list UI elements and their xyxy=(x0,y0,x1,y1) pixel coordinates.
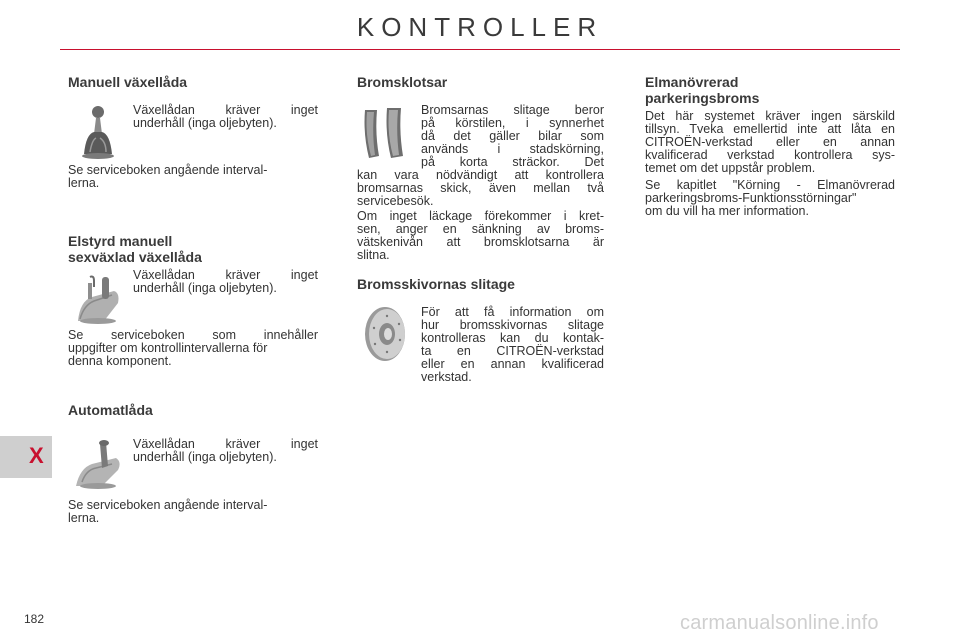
heading-parking-line2: parkeringsbroms xyxy=(645,90,760,106)
pads-side-line3: då det gäller bilar som xyxy=(421,129,604,143)
parking-brake-para2 xyxy=(645,179,895,218)
discs-line5: eller en annan kvalificerad xyxy=(421,357,604,371)
automatic-service-line1: Se serviceboken angående interval- xyxy=(68,498,268,512)
electric-note-line2: underhåll (inga oljebyten). xyxy=(133,281,277,295)
discs-line1: För att få information om xyxy=(421,305,604,319)
pads-full-line1: kan vara nödvändigt att kontrollera xyxy=(357,168,604,182)
parking-p1-line2: tillsyn. Tveka emellertid inte att låta en xyxy=(645,122,895,136)
heading-electric-line1: Elstyrd manuell xyxy=(68,233,173,249)
pads-leak-line1: Om inget läckage förekommer i kret- xyxy=(357,209,604,223)
pads-side-line2: på körstilen, i synnerhet xyxy=(421,116,604,130)
electric-gear-selector-icon xyxy=(74,273,124,325)
pads-full-line3: servicebesök. xyxy=(357,194,434,208)
discs-line3: kontrolleras kan du kontak- xyxy=(421,331,604,345)
brake-pads-icon xyxy=(361,104,411,162)
parking-p2-line1: Se kapitlet "Körning - Elmanövrerad xyxy=(645,178,895,192)
section-brake-discs xyxy=(357,276,604,384)
brake-discs-text xyxy=(421,306,604,384)
chapter-tab xyxy=(0,436,52,478)
electric-gearbox-service xyxy=(68,329,318,368)
title-divider xyxy=(60,49,900,50)
heading-automatic-gearbox: Automatlåda xyxy=(68,402,153,418)
manual-note-line1: Växellådan kräver inget xyxy=(133,103,318,117)
parking-p1-line3: CITROËN-verkstad eller en annan xyxy=(645,135,895,149)
page-title: KONTROLLER xyxy=(356,12,604,42)
brake-pads-full-text xyxy=(357,169,604,208)
electric-note-line1: Växellådan kräver inget xyxy=(133,268,318,282)
heading-electric-line2: sexväxlad växellåda xyxy=(68,249,202,265)
automatic-gear-selector-icon xyxy=(74,438,124,490)
parking-brake-para1 xyxy=(645,110,895,175)
pads-leak-line2: sen, anger en sänkning av broms- xyxy=(357,222,604,236)
section-parking-brake xyxy=(645,74,895,218)
electric-service-line1: Se serviceboken som innehåller xyxy=(68,328,318,342)
brake-disc-icon xyxy=(361,304,411,364)
parking-p1-line1: Det här systemet kräver ingen särskild xyxy=(645,109,895,123)
brake-pads-side-text xyxy=(421,104,604,169)
section-electric-gearbox xyxy=(68,233,318,368)
page-number: 182 xyxy=(24,612,45,626)
electric-service-line3: denna komponent. xyxy=(68,354,172,368)
pads-side-line4: används i stadskörning, xyxy=(421,142,604,156)
manual-note-line2: underhåll (inga oljebyten). xyxy=(133,116,277,130)
pads-leak-line4: slitna. xyxy=(357,248,390,262)
discs-line6: verkstad. xyxy=(421,370,472,384)
pads-leak-line3: vätskenivån att bromsklotsarna är xyxy=(357,235,604,249)
discs-line2: hur bromsskivornas slitage xyxy=(421,318,604,332)
manual-gearbox-service xyxy=(68,164,318,190)
chapter-label: X xyxy=(29,443,44,468)
parking-p1-line4: kvalificerad verkstad kontrollera sys- xyxy=(645,148,895,162)
heading-manual-gearbox: Manuell växellåda xyxy=(68,74,188,90)
manual-gear-lever-icon xyxy=(76,104,120,160)
electric-gearbox-note xyxy=(133,269,318,295)
automatic-note-line2: underhåll (inga oljebyten). xyxy=(133,450,277,464)
manual-service-line1: Se serviceboken angående interval- xyxy=(68,163,268,177)
pads-full-line2: bromsarnas skick, även mellan två xyxy=(357,181,604,195)
manual-gearbox-note xyxy=(133,104,318,130)
pads-side-line1: Bromsarnas slitage beror xyxy=(421,103,604,117)
automatic-gearbox-service xyxy=(68,499,318,525)
manual-service-line2: lerna. xyxy=(68,176,100,190)
automatic-service-line2: lerna. xyxy=(68,511,100,525)
watermark: carmanualsonline.info xyxy=(680,612,879,634)
automatic-note-line1: Växellådan kräver inget xyxy=(133,437,318,451)
section-brake-pads xyxy=(357,74,604,262)
section-automatic-gearbox xyxy=(68,402,318,525)
heading-brake-pads: Bromsklotsar xyxy=(357,74,448,90)
pads-side-line5: på korta sträckor. Det xyxy=(421,155,604,169)
automatic-gearbox-note xyxy=(133,438,318,464)
discs-line4: ta en CITROËN-verkstad xyxy=(421,344,604,358)
parking-p1-line5: temet om det uppstår problem. xyxy=(645,161,816,175)
parking-p2-line2: parkeringsbroms-Funktionsstörningar" xyxy=(645,191,857,205)
parking-p2-line3: om du vill ha mer information. xyxy=(645,204,809,218)
heading-brake-discs: Bromsskivornas slitage xyxy=(357,276,515,292)
brake-pads-leak-text xyxy=(357,210,604,262)
electric-service-line2: uppgifter om kontrollintervallerna för xyxy=(68,341,268,355)
section-manual-gearbox xyxy=(68,74,318,190)
heading-parking-line1: Elmanövrerad xyxy=(645,74,739,90)
